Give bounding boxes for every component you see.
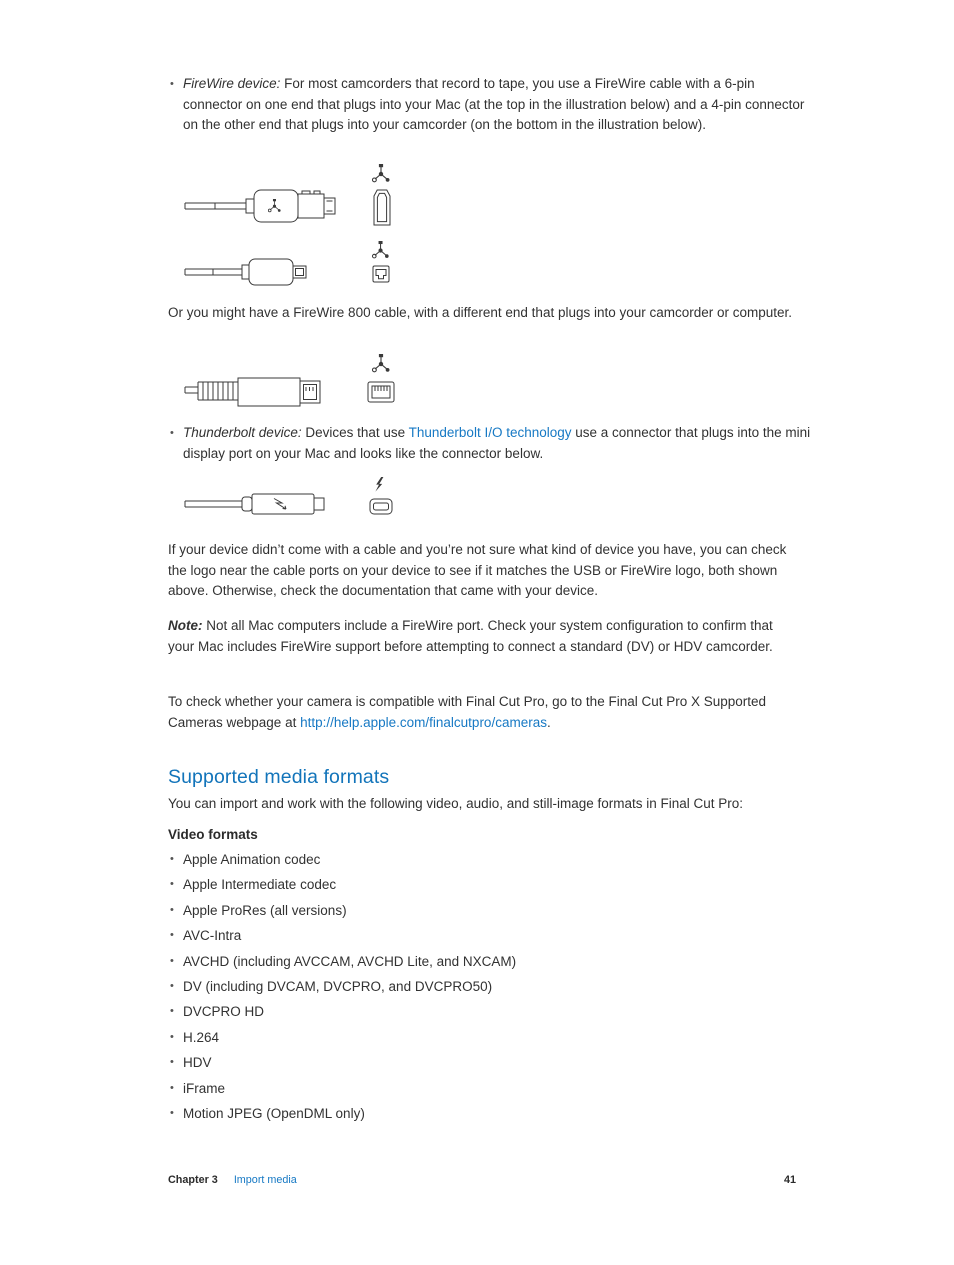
firewire800-text: Or you might have a FireWire 800 cable, with a different end that plugs into your camcorder or computer.	[168, 305, 793, 320]
page-number: 41	[784, 1174, 797, 1186]
firewire-icon	[372, 241, 388, 258]
section-intro	[168, 794, 798, 815]
thunderbolt-icon	[375, 477, 383, 492]
list-item: • AVCHD (including AVCCAM, AVCHD Lite, and NXCAM)	[168, 949, 798, 974]
list-item: • iFrame	[168, 1076, 798, 1101]
camera-text-before: To check whether your camera is compatible with Final Cut Pro, go to the Final Cut Pro X Supported Cameras webpage at	[168, 694, 767, 730]
video-formats-subheading: Video formats	[168, 827, 258, 842]
page-footer	[168, 1174, 297, 1186]
firewire-4pin-port-icon	[373, 266, 389, 282]
list-item: • Apple Intermediate codec	[168, 872, 798, 897]
list-item: • DVCPRO HD	[168, 999, 798, 1024]
firewire-icon	[373, 164, 390, 182]
thunderbolt-text-before: Devices that use	[301, 425, 409, 440]
list-item: • Apple ProRes (all versions)	[168, 898, 798, 923]
note-label: Note:	[168, 618, 203, 633]
thunderbolt-technology-link[interactable]: Thunderbolt I/O technology	[408, 425, 572, 440]
supported-cameras-link[interactable]: http://help.apple.com/finalcutpro/cameras	[300, 714, 547, 730]
video-formats-list	[168, 847, 798, 1126]
camera-text-after: .	[546, 714, 551, 730]
firewire-device-text: For most camcorders that record to tape, you use a FireWire cable with a 6-pin connector on one end that plugs into your Mac (at the top in the illustration below) and a 4-pin connector on the other end that plugs into your camcorder (on the bottom in the illustration below).	[183, 76, 805, 132]
mini-displayport-port-icon	[370, 499, 392, 514]
firewire800-paragraph	[168, 303, 798, 324]
thunderbolt-cable-illustration	[184, 477, 396, 523]
firewire-800-port-icon	[368, 382, 394, 402]
list-item: • DV (including DVCAM, DVCPRO, and DVCPRO50)	[168, 974, 798, 999]
firewire-6pin-port-icon	[374, 190, 390, 225]
thunderbolt-device-bullet	[168, 423, 813, 464]
firewire-device-bullet	[168, 74, 813, 136]
section-heading: Supported media formats	[168, 766, 390, 788]
thunderbolt-device-term: Thunderbolt device:	[183, 425, 302, 440]
firewire-800-cable-illustration	[184, 354, 398, 412]
list-item: • HDV	[168, 1050, 798, 1075]
firewire-device-term: FireWire device:	[183, 76, 281, 91]
list-item: • H.264	[168, 1025, 798, 1050]
firewire-icon	[373, 354, 390, 372]
camera-compatibility-paragraph	[168, 692, 798, 733]
list-item: • Motion JPEG (OpenDML only)	[168, 1101, 798, 1126]
footer-chapter-label: Chapter 3	[168, 1174, 218, 1186]
note-paragraph	[168, 616, 798, 657]
list-item: • AVC-Intra	[168, 923, 798, 948]
firewire-4pin-cable-illustration	[184, 240, 396, 292]
firewire-6pin-cable-illustration	[184, 163, 396, 231]
check-logo-paragraph	[168, 540, 798, 602]
check-logo-text: If your device didn’t come with a cable and you’re not sure what kind of device you have, you can check the logo near the cable ports on your device to see if it matches the USB or FireWire logo, both shown above. Otherwise, check the documentation that came with your device.	[168, 542, 787, 598]
section-intro-text: You can import and work with the following video, audio, and still-image formats in Final Cut Pro:	[168, 796, 744, 811]
thunderbolt-text-after: use a connector that plugs into the mini display port on your Mac and looks like the connector below.	[183, 425, 811, 461]
firewire-icon	[268, 199, 280, 212]
list-item: • Apple Animation codec	[168, 847, 798, 872]
footer-import-media-link[interactable]: Import media	[233, 1174, 297, 1186]
note-text: Not all Mac computers include a FireWire port. Check your system configuration to confirm that your Mac includes FireWire support before attempting to connect a standard (DV) or HDV camcorder.	[168, 618, 773, 654]
